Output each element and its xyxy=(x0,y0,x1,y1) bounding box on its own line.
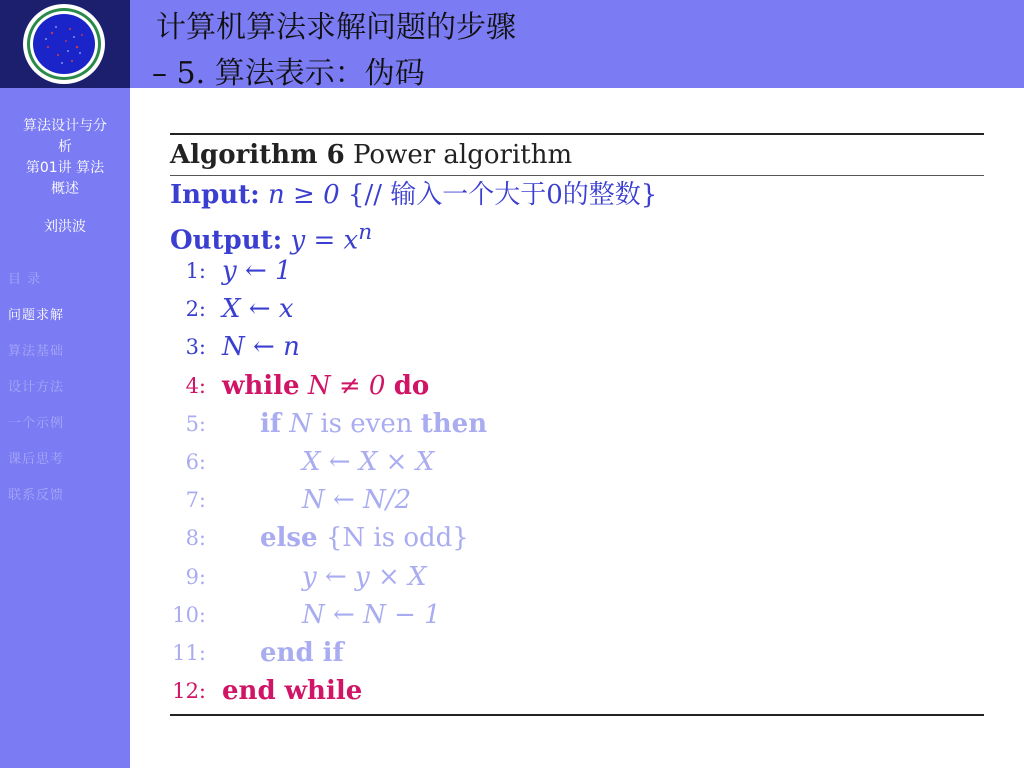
sidebar-item-design-methods[interactable]: 设计方法 xyxy=(8,380,65,395)
statement: y ← y × X xyxy=(302,561,427,592)
university-seal-icon xyxy=(22,3,106,85)
algorithm-block xyxy=(170,133,984,716)
condition: N ≠ 0 xyxy=(307,370,386,401)
comment: {N is odd} xyxy=(325,523,469,554)
keyword-else: else xyxy=(260,523,318,554)
sidebar-item-feedback[interactable]: 联系反馈 xyxy=(8,488,65,503)
code-line xyxy=(170,252,984,290)
variable: N xyxy=(289,408,313,439)
code-line-dimmed xyxy=(170,519,984,557)
output-formula: y = x xyxy=(290,225,359,256)
code-line-dimmed xyxy=(170,443,984,481)
keyword-end-if: end if xyxy=(260,637,344,668)
slide-subtitle: – 5. 算法表示：伪码 xyxy=(152,56,425,91)
keyword-if: if xyxy=(260,408,282,439)
algorithm-caption xyxy=(170,135,984,175)
input-condition: n ≥ 0 xyxy=(268,180,340,210)
sidebar-item-contents[interactable]: 目 录 xyxy=(8,272,42,287)
keyword-then: then xyxy=(420,408,488,439)
code-line-dimmed xyxy=(170,558,984,596)
sidebar-item-homework[interactable]: 课后思考 xyxy=(8,452,65,467)
line-number: 6: xyxy=(185,449,206,474)
logo-panel xyxy=(0,0,130,88)
statement: y ← 1 xyxy=(222,256,292,286)
sidebar-item-problem-solving[interactable]: 问题求解 xyxy=(8,308,65,323)
code-line-dimmed xyxy=(170,405,984,443)
course-title-line: 算法设计与分 xyxy=(23,118,107,134)
line-number: 1: xyxy=(185,259,206,283)
line-number: 8: xyxy=(185,526,206,551)
statement: N ← N − 1 xyxy=(302,599,441,630)
line-number: 5: xyxy=(185,411,206,436)
statement: N ← N/2 xyxy=(302,485,412,516)
author-name: 刘洪波 xyxy=(44,219,86,235)
keyword-while: while xyxy=(222,370,300,401)
keyword-do: do xyxy=(393,370,430,401)
course-title xyxy=(0,116,130,200)
algorithm-number: Algorithm 6 xyxy=(170,140,345,170)
line-number: 12: xyxy=(172,679,206,704)
output-line xyxy=(170,214,984,256)
code-line-dimmed xyxy=(170,481,984,519)
line-number: 11: xyxy=(172,640,206,665)
statement: X ← X × X xyxy=(302,446,435,477)
output-exponent: n xyxy=(358,220,373,245)
code-line-highlighted xyxy=(170,672,984,710)
code-line-dimmed xyxy=(170,634,984,672)
line-number: 10: xyxy=(172,602,206,627)
sidebar-item-algorithm-basics[interactable]: 算法基础 xyxy=(8,344,65,359)
code-line xyxy=(170,290,984,328)
algorithm-name: Power algorithm xyxy=(352,140,573,170)
course-title-line: 第01讲 算法 xyxy=(25,160,105,176)
sidebar xyxy=(0,88,130,768)
course-title-line: 析 xyxy=(58,139,72,155)
keyword-end-while: end while xyxy=(222,676,363,707)
line-number: 9: xyxy=(185,564,206,589)
code-line xyxy=(170,328,984,366)
input-line xyxy=(170,176,984,214)
line-number: 3: xyxy=(185,335,206,360)
line-number: 7: xyxy=(185,488,206,513)
condition: is even xyxy=(320,408,413,439)
course-title-line: 概述 xyxy=(51,181,79,197)
input-label: Input: xyxy=(170,180,260,210)
line-number: 2: xyxy=(185,297,206,322)
code-line-highlighted xyxy=(170,367,984,405)
input-comment: {// 输入一个大于0的整数} xyxy=(347,180,658,210)
statement: X ← x xyxy=(222,294,294,325)
bottom-rule xyxy=(170,714,984,716)
sidebar-item-example[interactable]: 一个示例 xyxy=(8,416,65,431)
statement: N ← n xyxy=(222,332,300,363)
slide-title: 计算机算法求解问题的步骤 xyxy=(156,10,516,45)
line-number: 4: xyxy=(185,373,206,398)
output-label: Output: xyxy=(170,225,283,256)
code-line-dimmed xyxy=(170,596,984,634)
slide-header xyxy=(130,0,1024,91)
sidebar-nav xyxy=(8,268,64,520)
